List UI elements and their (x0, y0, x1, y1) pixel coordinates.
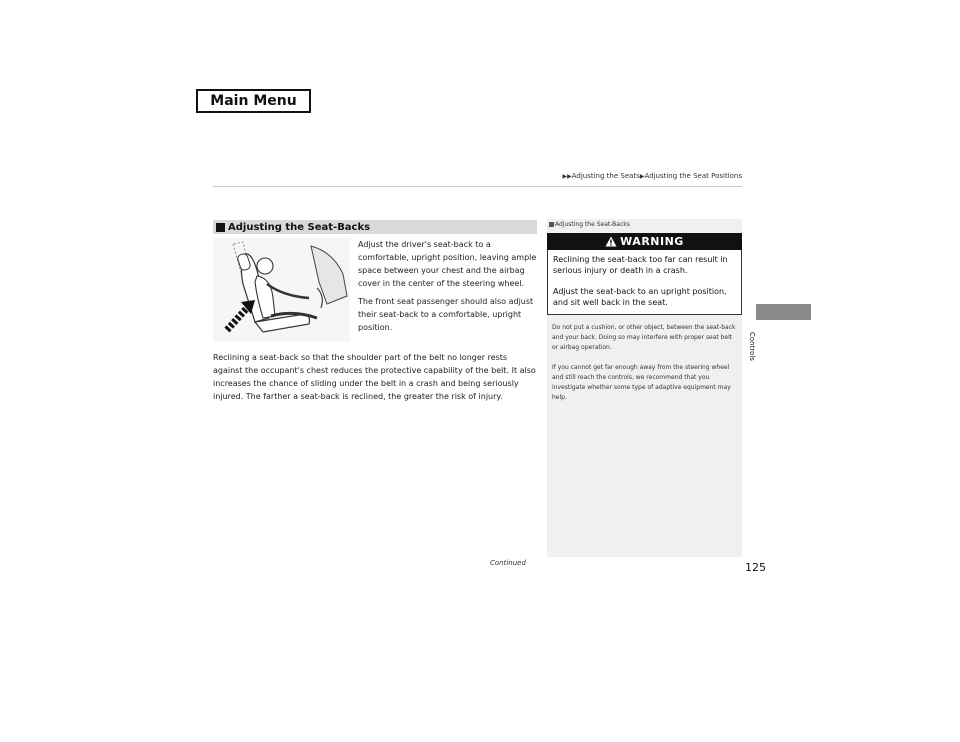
breadcrumb (550, 172, 742, 180)
section-square-icon (216, 223, 225, 232)
warning-header (547, 233, 742, 250)
warning-label: WARNING (620, 235, 684, 248)
warning-text-2: Adjust the seat-back to an upright position, and sit well back in the seat. (553, 287, 727, 307)
note-square-icon (549, 222, 554, 227)
sidebar-note-1: Do not put a cushion, or other object, between the seat-back and your back. Doing so may interfere with proper seat belt or airbag operation. (552, 324, 736, 351)
continued-label: Continued (490, 559, 526, 567)
header-divider (213, 186, 742, 187)
breadcrumb-link-seats[interactable]: Adjusting the Seats (571, 172, 640, 180)
warning-triangle-icon (605, 236, 617, 247)
page-number: 125 (745, 561, 766, 574)
section-heading (213, 220, 537, 234)
main-menu-button[interactable]: Main Menu (196, 89, 311, 113)
chapter-tab[interactable] (756, 304, 811, 320)
breadcrumb-separator-icon: ▶ (639, 173, 645, 180)
section-title: Adjusting the Seat-Backs (228, 221, 371, 233)
sidebar-note-2: If you cannot get far enough away from the steering wheel and still reach the controls, we recommend that you investigate whether some type of adaptive equipment may help. (552, 364, 731, 401)
body-paragraph-2: The front seat passenger should also adjust their seat-back to a comfortable, upright position. (358, 297, 534, 332)
body-paragraph-3: Reclining a seat-back so that the shoulder part of the belt no longer rests against the occupant's chest reduces the protective capability of the belt. It also increases the chance of sliding under the belt in a crash and being seriously injured. The farther a seat-back is reclined, the greater the risk of injury. (213, 353, 536, 401)
breadcrumb-current: Adjusting the Seat Positions (644, 172, 742, 180)
warning-text-1: Reclining the seat-back too far can result in serious injury or death in a crash. (553, 255, 728, 275)
chapter-label: Controls (748, 332, 756, 361)
sidebar-title: Adjusting the Seat-Backs (549, 221, 630, 228)
body-paragraph-1: Adjust the driver's seat-back to a comfortable, upright position, leaving ample space between your chest and the airbag cover in the center of the steering wheel. (358, 240, 537, 288)
seat-back-illustration (213, 238, 350, 342)
breadcrumb-arrow-icon: ▶▶ (562, 173, 572, 180)
